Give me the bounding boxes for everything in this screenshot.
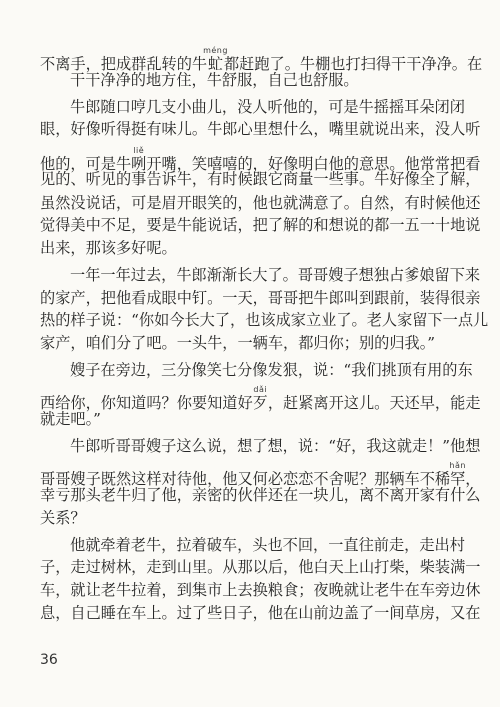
annotated-character: 罕 (449, 470, 466, 489)
text-line (70, 264, 481, 286)
pinyin-annotation: hǎn (449, 461, 466, 471)
text-line (70, 96, 465, 118)
line-text: 就走吧。” (40, 410, 101, 428)
line-text: 他的，可是牛 (40, 154, 132, 173)
text-line (40, 408, 460, 430)
line-text: 车，就让老牛拉着，到集市上去换粮食；夜晚就让老牛在车旁边休 (40, 581, 481, 600)
annotated-character: 虻 (203, 55, 228, 73)
text-line (70, 69, 460, 91)
line-text: 子，走过树林，走到山里。从那以后，他白天上山打柴，柴装满一 (40, 558, 481, 577)
line-text: 嫂子在旁边，三分像笑七分像发狠，说：“我们挑顶有用的东 (70, 361, 473, 380)
line-text: 的家产，把他看成眼中钉。一天，哥哥把牛郎叫到跟前，装得很亲 (40, 288, 481, 307)
line-text: 关系？ (40, 508, 86, 527)
text-line (70, 534, 465, 556)
line-text: 一年一年过去，牛郎渐渐长大了。哥哥嫂子想独占爹娘留下来 (70, 266, 481, 285)
line-text: 眼，好像听得挺有味儿。牛郎心里想什么，嘴里就说出来，没人听 (40, 120, 481, 139)
line-text: 见的、听见的事告诉牛，有时候跟它商量一些事。牛好像全了解， (40, 170, 481, 189)
text-line (70, 435, 481, 457)
line-text: 西给你，你知道吗？你要知道好 (40, 394, 253, 413)
pinyin-annotation: dǎi (252, 385, 268, 395)
pinyin-annotation: méng (203, 46, 228, 55)
line-text: 他就牵着老牛，拉着破车，头也不回，一直往前走，走出村 (70, 535, 465, 554)
text-line (40, 118, 481, 140)
line-text: 哥哥嫂子既然这样对待他，他又何必恋恋不舍呢？那辆车不稀 (40, 470, 451, 489)
line-text: 幸亏那头老牛归了他，亲密的伙伴还在一块儿，离不离开家有什么 (40, 486, 481, 505)
line-text: ， (465, 470, 481, 489)
text-line (40, 332, 460, 354)
text-line (40, 309, 489, 331)
text-line (40, 192, 481, 214)
text-line (40, 287, 481, 309)
text-line (40, 237, 460, 259)
text-line (40, 168, 481, 190)
text-line (40, 579, 481, 601)
text-line (40, 507, 460, 529)
line-text: 家产，咱们分了吧。一头牛，一辆车，都归你；别的归我。” (40, 333, 436, 352)
line-text: ，赶紧离开这儿。天还早，能走 (267, 394, 481, 413)
line-text: 息，自己睡在车上。过了些日子，他在山前边盖了一间草房，又在 (40, 603, 481, 622)
line-text: 开嘴，笑嘻嘻的，好像明白他的意思。他常常把看 (146, 154, 481, 173)
annotated-character: 咧 (131, 154, 147, 173)
line-text: 热的样子说：“你如今长大了，也该成家立业了。老人家留下一点儿 (40, 311, 489, 330)
text-line (40, 484, 481, 506)
text-line (40, 602, 481, 624)
line-text: 出来，那该多好呢。 (40, 238, 177, 257)
text-line (70, 359, 473, 381)
line-text: 牛郎随口哼几支小曲儿，没人听他的，可是牛摇摇耳朵闭闭 (70, 97, 465, 116)
line-text: 牛郎听哥哥嫂子这么说，想了想，说：“好，我这就走！”他想 (70, 437, 481, 456)
annotated-character: 歹 (252, 394, 268, 413)
line-text: 虽然没说话，可是眉开眼笑的，他也就满意了。自然，有时候他还 (40, 193, 481, 212)
line-text: 不离手，把成群乱转的牛 (40, 55, 208, 73)
line-text: 都赶跑了。牛棚也打扫得干干净净。在 (223, 55, 483, 73)
line-text: 觉得美中不足，要是牛能说话，把了解的和想说的都一五一十地说 (40, 216, 481, 235)
line-text: 干干净净的地方住，牛舒服，自己也舒服。 (70, 70, 359, 89)
pinyin-annotation: liě (131, 145, 147, 155)
page-number: 36 (40, 652, 58, 668)
text-line (40, 214, 481, 236)
text-line (40, 556, 481, 578)
